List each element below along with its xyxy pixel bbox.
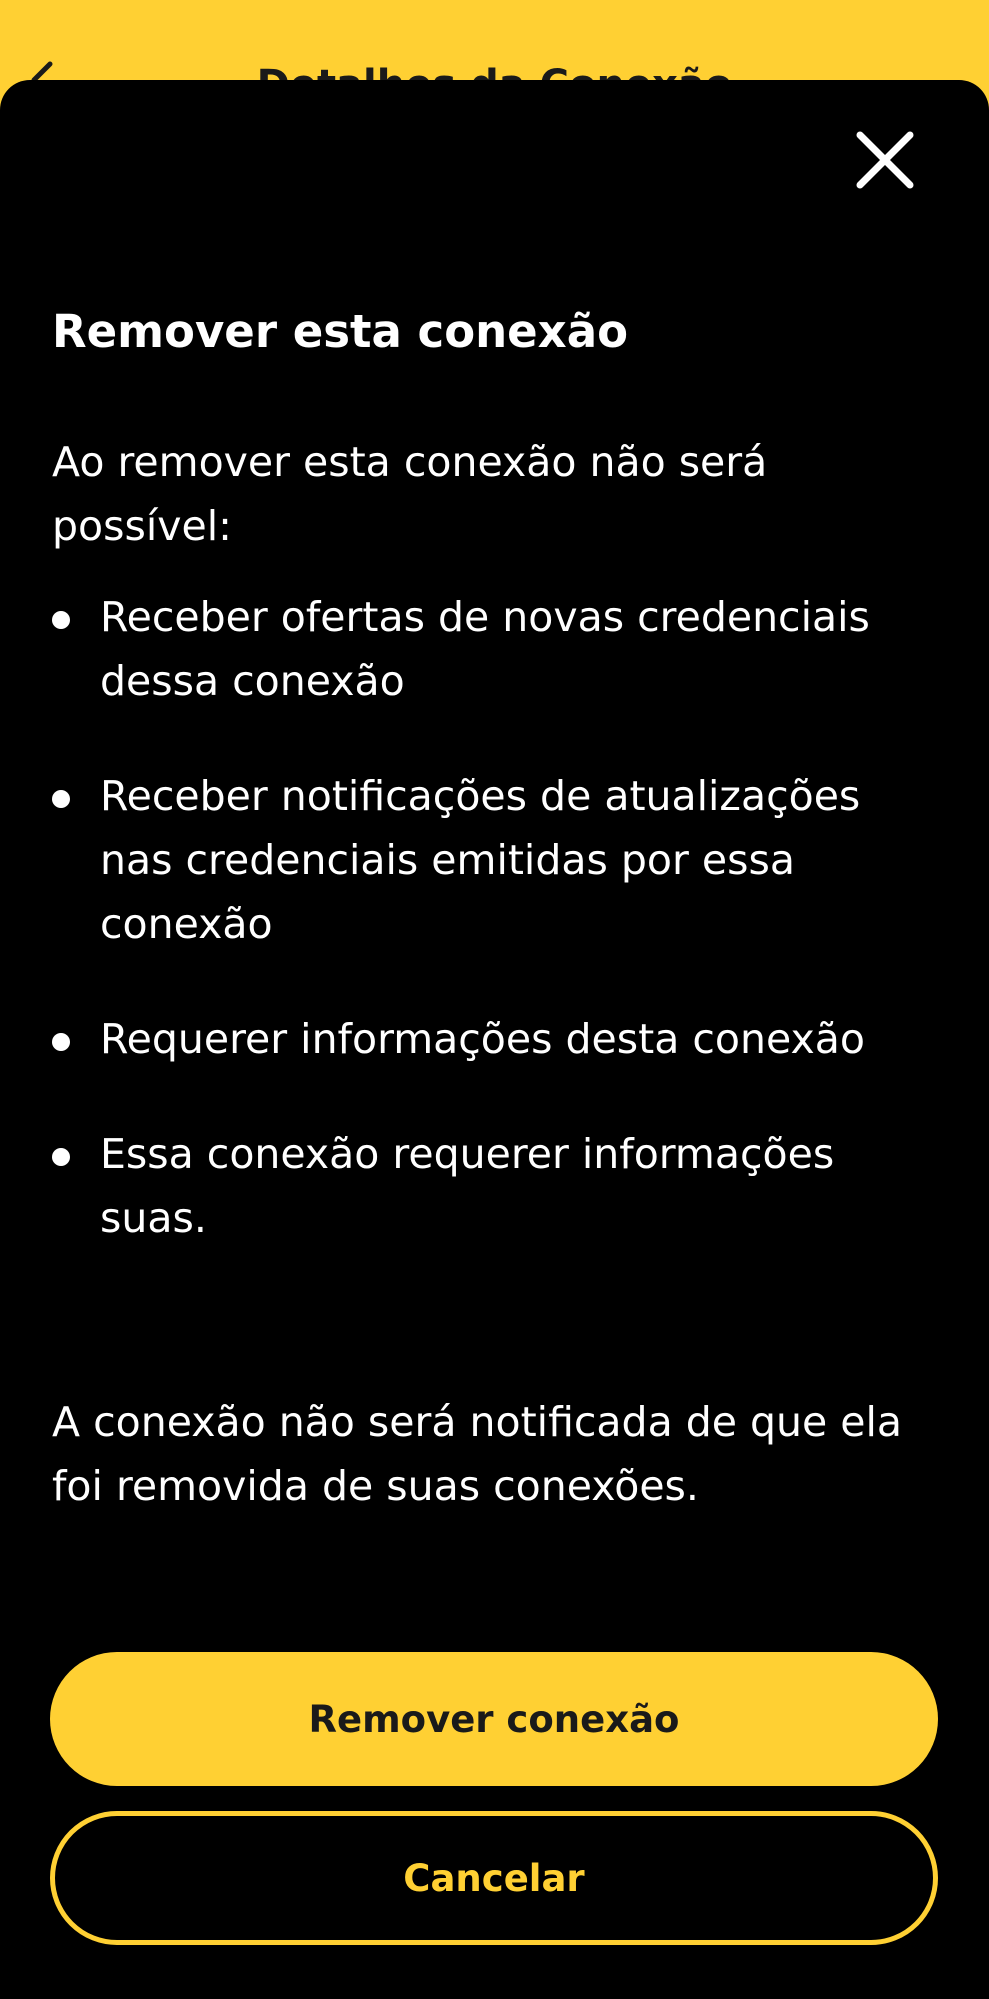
close-icon[interactable]: [850, 125, 920, 195]
dialog-title: Remover esta conexão: [52, 305, 628, 358]
list-item: Requerer informações desta conexão: [52, 1007, 932, 1071]
cancel-button[interactable]: [50, 1811, 938, 1945]
cancel-button-label: Cancelar: [403, 1856, 585, 1900]
remove-connection-button-label: Remover conexão: [308, 1697, 680, 1741]
dialog-intro: Ao remover esta conexão não será possível:: [52, 438, 768, 550]
list-item: Receber notificações de atualizações nas credenciais emitidas por essa conexão: [52, 764, 932, 956]
remove-connection-sheet: [0, 80, 989, 1999]
consequences-list: [52, 585, 932, 1301]
list-item: Essa conexão requerer informações suas.: [52, 1122, 932, 1250]
dialog-footnote: A conexão não será notificada de que ela foi removida de suas conexões.: [52, 1398, 903, 1510]
list-item: Receber ofertas de novas credenciais dessa conexão: [52, 585, 932, 713]
remove-connection-button[interactable]: [50, 1652, 938, 1786]
